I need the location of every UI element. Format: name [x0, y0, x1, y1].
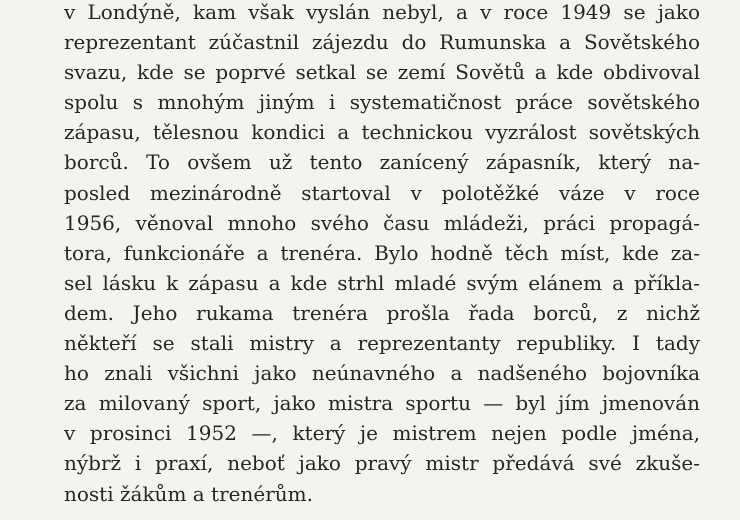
text-line: v Londýně, kam však vyslán nebyl, a v roce 1949 se jako	[64, 0, 700, 24]
text-line: sel lásku k zápasu a kde strhl mladé svým elánem a příkla-	[64, 270, 700, 295]
text-line: někteří se stali mistry a reprezentanty republiky. I tady	[64, 331, 700, 356]
text-line: spolu s mnohým jiným i systematičnost práce sovětského	[64, 90, 700, 115]
text-line-partial: nosti žákům a trenérům.	[64, 481, 313, 506]
text-line: tora, funkcionáře a trenéra. Bylo hodně těch míst, kde za-	[64, 240, 700, 265]
text-line: zápasu, tělesnou kondici a technickou vyzrálost sovětských	[64, 120, 700, 145]
text-line: svazu, kde se poprvé setkal se zemí Sovětů a kde obdivoval	[64, 60, 700, 85]
text-line: reprezentant zúčastnil zájezdu do Rumunska a Sovětského	[64, 30, 700, 55]
text-line: ho znali všichni jako neúnavného a nadšeného bojovníka	[64, 361, 700, 386]
text-line: za milovaný sport, jako mistra sportu — byl jím jmenován	[64, 391, 700, 416]
text-line: posled mezinárodně startoval v polotěžké váze v roce	[64, 180, 700, 205]
text-line: v prosinci 1952 —, který je mistrem nejen podle jména,	[64, 421, 700, 446]
text-line: borců. To ovšem už tento zanícený zápasník, který na-	[64, 150, 700, 175]
body-text	[64, 0, 700, 509]
text-line: dem. Jeho rukama trenéra prošla řada borců, z nichž	[64, 300, 700, 325]
text-line: nýbrž i praxí, neboť jako pravý mistr předává své zkuše-	[64, 451, 700, 476]
text-line: 1956, věnoval mnoho svého času mládeži, práci propagá-	[64, 210, 700, 235]
